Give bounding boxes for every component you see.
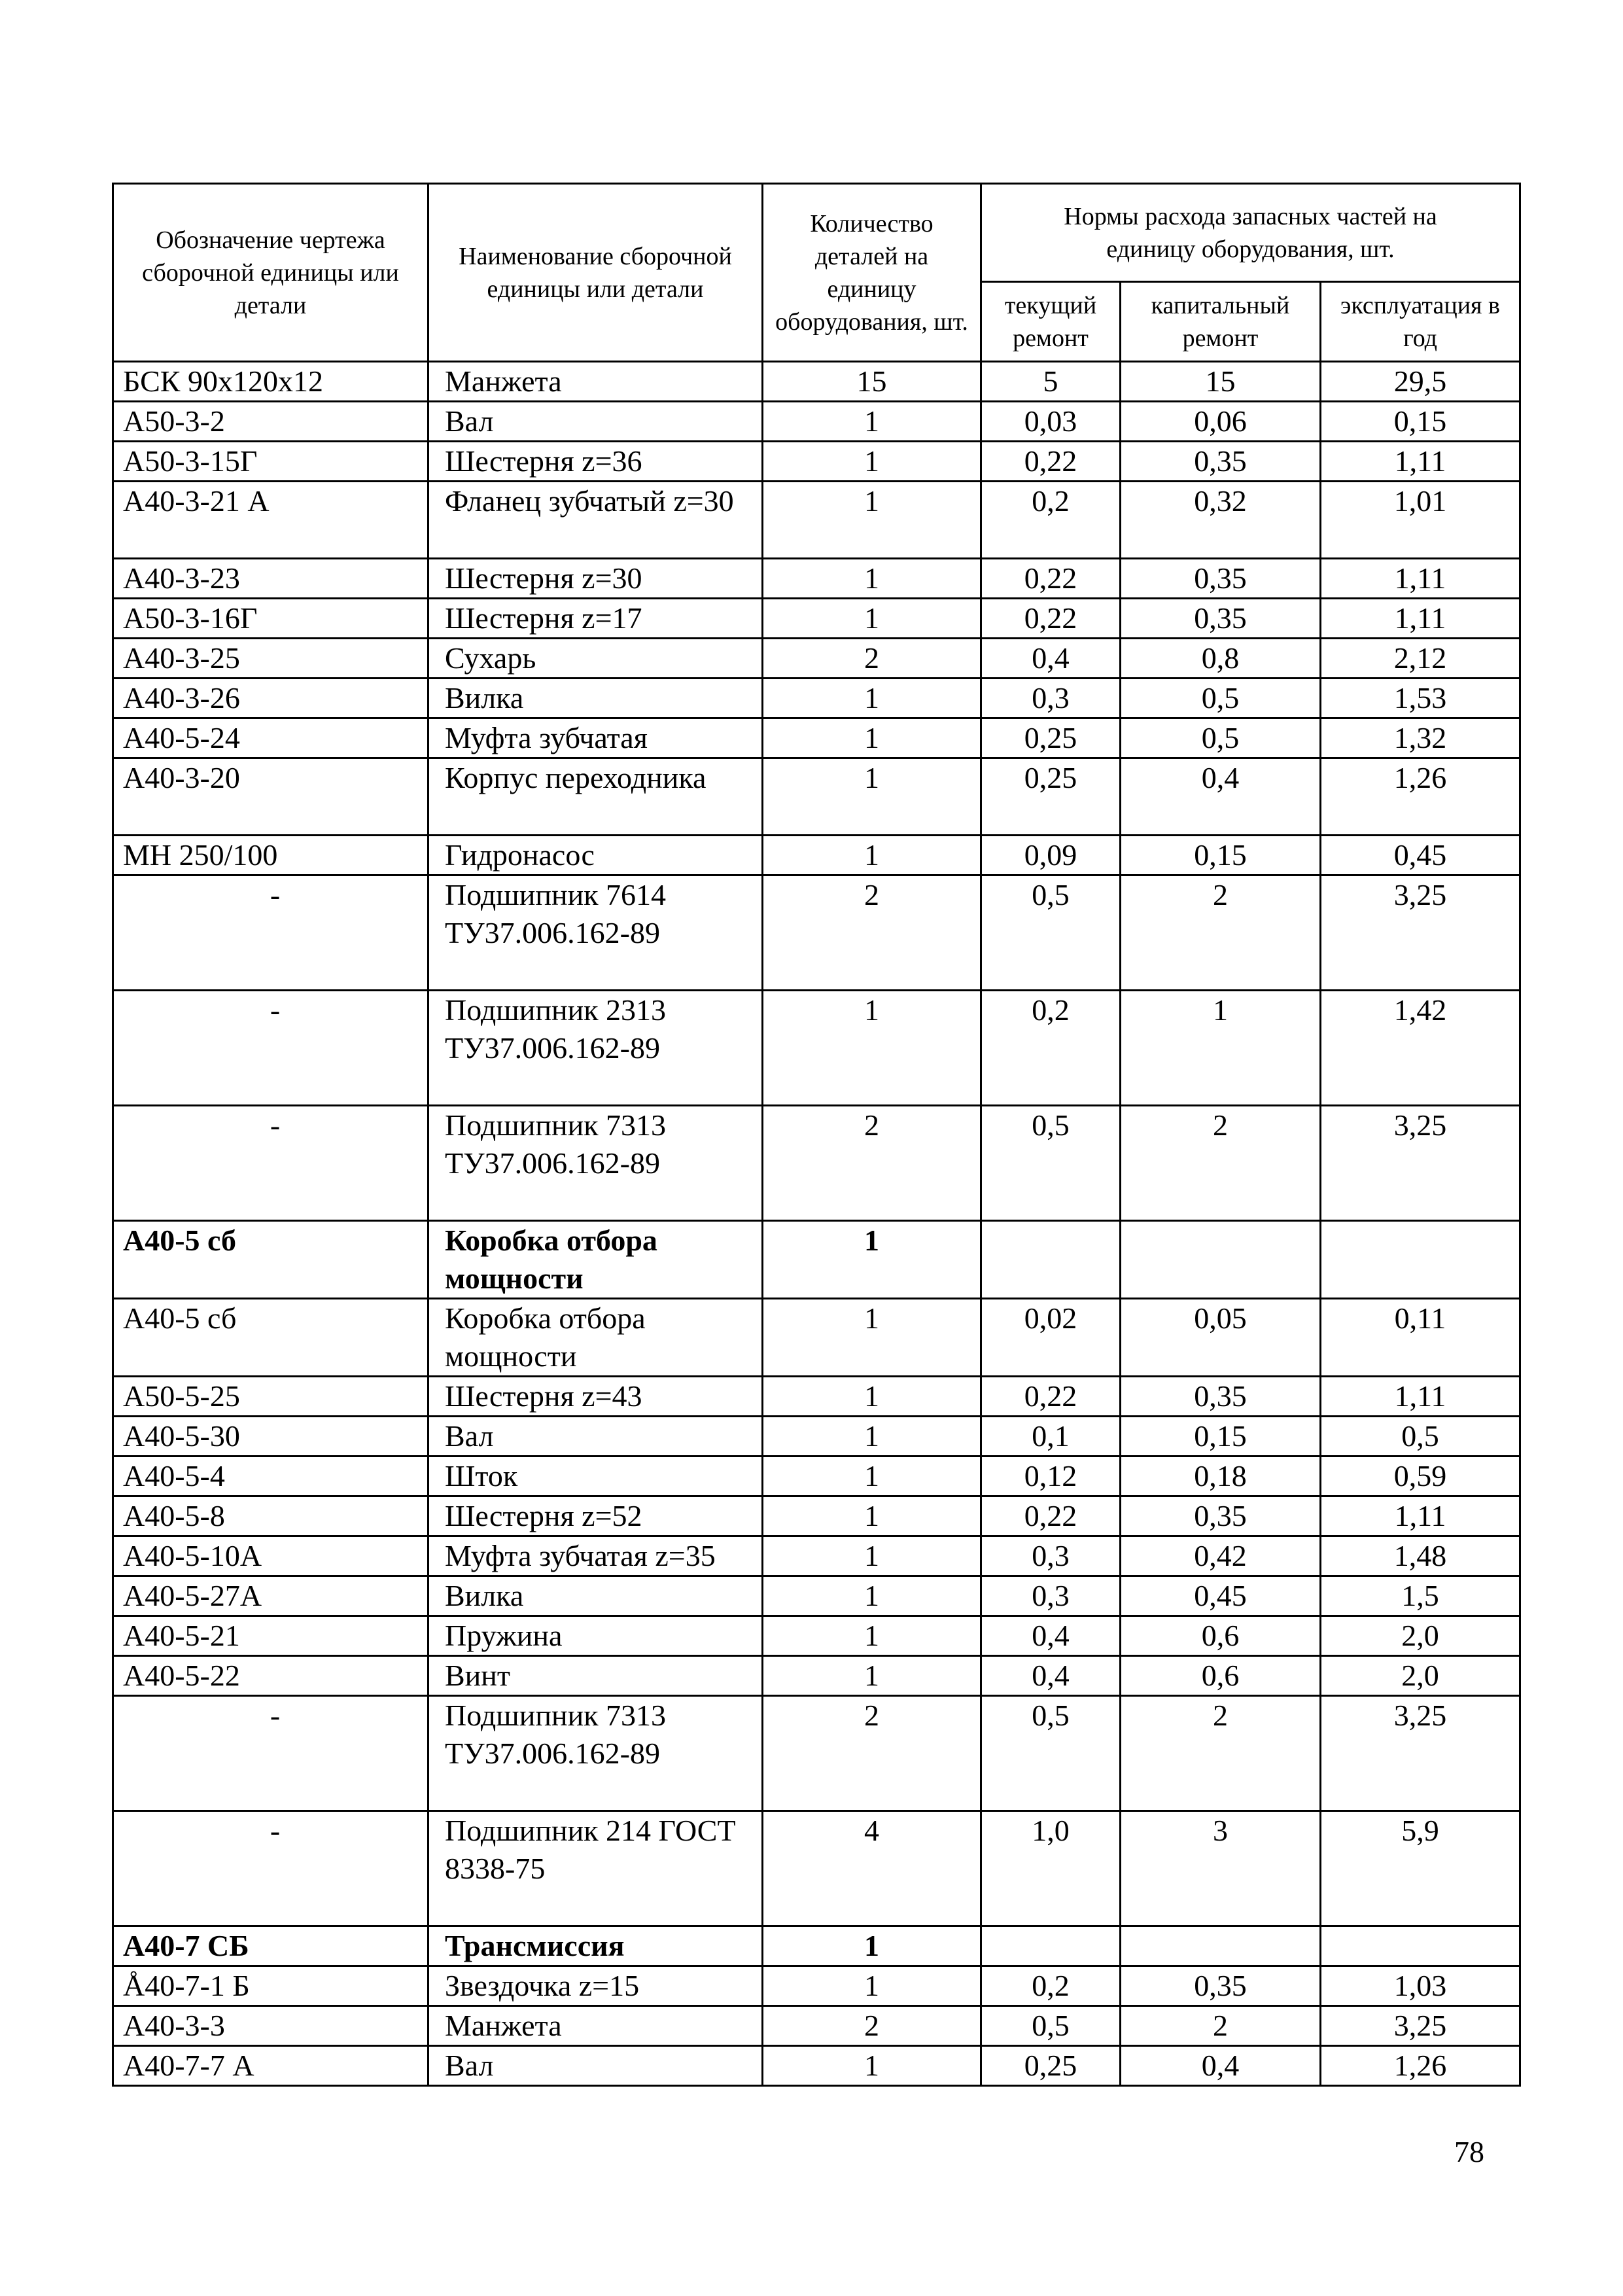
cell-capital-repair: 0,15 [1121, 836, 1321, 875]
cell-part-name: Муфта зубчатая [428, 718, 763, 758]
cell-drawing-code: А40-5-4 [113, 1457, 428, 1496]
cell-part-name: Вилка [428, 1576, 763, 1616]
header-quantity: Количество деталей на единицу оборудования, шт. [763, 184, 981, 362]
table-row [113, 1106, 1520, 1221]
cell-part-name: Вилка [428, 679, 763, 718]
cell-capital-repair: 2 [1121, 1696, 1321, 1811]
cell-quantity: 1 [763, 599, 981, 639]
cell-current-repair: 0,09 [981, 836, 1121, 875]
cell-drawing-code: - [113, 1811, 428, 1926]
cell-drawing-code: А40-3-26 [113, 679, 428, 718]
cell-operation-per-year: 1,32 [1321, 718, 1520, 758]
cell-capital-repair [1121, 1221, 1321, 1299]
cell-operation-per-year: 0,45 [1321, 836, 1520, 875]
cell-quantity: 4 [763, 1811, 981, 1926]
cell-operation-per-year: 1,48 [1321, 1536, 1520, 1576]
cell-operation-per-year: 1,11 [1321, 1377, 1520, 1417]
table-row [113, 836, 1520, 875]
cell-quantity: 1 [763, 482, 981, 559]
cell-drawing-code: А50-3-2 [113, 402, 428, 442]
cell-drawing-code: А40-5-22 [113, 1656, 428, 1696]
table-row [113, 758, 1520, 836]
table-row [113, 1616, 1520, 1656]
cell-part-name: Вал [428, 402, 763, 442]
cell-quantity: 1 [763, 1616, 981, 1656]
cell-capital-repair: 0,8 [1121, 639, 1321, 679]
cell-quantity: 2 [763, 639, 981, 679]
cell-part-name: Пружина [428, 1616, 763, 1656]
cell-operation-per-year [1321, 1926, 1520, 1966]
table-row [113, 679, 1520, 718]
table-row [113, 1457, 1520, 1496]
cell-quantity: 1 [763, 402, 981, 442]
cell-capital-repair: 0,15 [1121, 1417, 1321, 1457]
cell-part-name: Манжета [428, 362, 763, 402]
table-row [113, 2006, 1520, 2046]
cell-operation-per-year: 3,25 [1321, 1696, 1520, 1811]
cell-drawing-code: А40-7 СБ [113, 1926, 428, 1966]
cell-part-name: Подшипник 7313 ТУ37.006.162-89 [428, 1696, 763, 1811]
cell-current-repair: 0,22 [981, 559, 1121, 599]
cell-drawing-code: - [113, 1696, 428, 1811]
cell-quantity: 1 [763, 758, 981, 836]
cell-operation-per-year: 1,03 [1321, 1966, 1520, 2006]
cell-quantity: 1 [763, 1496, 981, 1536]
table-row [113, 1656, 1520, 1696]
cell-current-repair: 0,1 [981, 1417, 1121, 1457]
cell-operation-per-year: 3,25 [1321, 2006, 1520, 2046]
cell-capital-repair: 0,35 [1121, 1377, 1321, 1417]
cell-capital-repair: 2 [1121, 875, 1321, 991]
cell-drawing-code: А50-3-15Г [113, 442, 428, 482]
cell-capital-repair: 0,5 [1121, 679, 1321, 718]
cell-drawing-code: - [113, 1106, 428, 1221]
cell-capital-repair: 2 [1121, 2006, 1321, 2046]
cell-operation-per-year: 1,11 [1321, 442, 1520, 482]
cell-current-repair: 0,22 [981, 442, 1121, 482]
table-row [113, 1221, 1520, 1299]
cell-current-repair: 0,3 [981, 679, 1121, 718]
cell-drawing-code: Å40-7-1 Б [113, 1966, 428, 2006]
cell-quantity: 2 [763, 1106, 981, 1221]
cell-part-name: Гидронасос [428, 836, 763, 875]
cell-capital-repair: 0,35 [1121, 599, 1321, 639]
table-row [113, 1811, 1520, 1926]
cell-capital-repair: 0,6 [1121, 1616, 1321, 1656]
header-part-name: Наименование сборочной единицы или детали [428, 184, 763, 362]
header-drawing-code: Обозначение чертежа сборочной единицы или детали [113, 184, 428, 362]
header-consumption-norms: Нормы расхода запасных частей на единицу оборудования, шт. [981, 184, 1520, 282]
cell-quantity: 1 [763, 836, 981, 875]
cell-drawing-code: А40-5-27А [113, 1576, 428, 1616]
cell-drawing-code: А40-3-21 А [113, 482, 428, 559]
cell-operation-per-year: 29,5 [1321, 362, 1520, 402]
cell-current-repair: 0,5 [981, 1106, 1121, 1221]
cell-part-name: Трансмиссия [428, 1926, 763, 1966]
cell-operation-per-year: 2,12 [1321, 639, 1520, 679]
cell-drawing-code: А40-7-7 А [113, 2046, 428, 2086]
cell-quantity: 1 [763, 1221, 981, 1299]
cell-current-repair: 0,2 [981, 482, 1121, 559]
cell-part-name: Шестерня z=43 [428, 1377, 763, 1417]
cell-quantity: 1 [763, 1299, 981, 1377]
cell-current-repair: 0,22 [981, 1496, 1121, 1536]
cell-current-repair: 0,22 [981, 1377, 1121, 1417]
cell-current-repair: 0,4 [981, 1616, 1121, 1656]
cell-quantity: 1 [763, 679, 981, 718]
table-row [113, 875, 1520, 991]
cell-drawing-code: А40-5 сб [113, 1221, 428, 1299]
cell-part-name: Вал [428, 1417, 763, 1457]
cell-operation-per-year: 1,01 [1321, 482, 1520, 559]
cell-part-name: Подшипник 2313 ТУ37.006.162-89 [428, 991, 763, 1106]
cell-part-name: Шестерня z=36 [428, 442, 763, 482]
table-row [113, 1926, 1520, 1966]
cell-part-name: Шестерня z=52 [428, 1496, 763, 1536]
cell-quantity: 1 [763, 718, 981, 758]
cell-quantity: 1 [763, 559, 981, 599]
cell-capital-repair: 0,32 [1121, 482, 1321, 559]
cell-current-repair [981, 1926, 1121, 1966]
cell-drawing-code: А40-5-10А [113, 1536, 428, 1576]
cell-current-repair: 1,0 [981, 1811, 1121, 1926]
cell-part-name: Винт [428, 1656, 763, 1696]
cell-current-repair: 0,2 [981, 991, 1121, 1106]
cell-capital-repair: 0,4 [1121, 2046, 1321, 2086]
cell-operation-per-year: 1,11 [1321, 559, 1520, 599]
cell-current-repair: 0,4 [981, 639, 1121, 679]
table-row [113, 1299, 1520, 1377]
cell-current-repair: 0,5 [981, 2006, 1121, 2046]
cell-current-repair: 0,5 [981, 1696, 1121, 1811]
cell-quantity: 1 [763, 1656, 981, 1696]
table-row [113, 402, 1520, 442]
cell-operation-per-year: 0,11 [1321, 1299, 1520, 1377]
cell-capital-repair: 0,35 [1121, 442, 1321, 482]
cell-part-name: Коробка отбора мощности [428, 1299, 763, 1377]
cell-current-repair: 5 [981, 362, 1121, 402]
cell-capital-repair: 0,45 [1121, 1576, 1321, 1616]
table-body [113, 362, 1520, 2086]
cell-operation-per-year: 1,11 [1321, 599, 1520, 639]
cell-quantity: 2 [763, 2006, 981, 2046]
cell-capital-repair: 0,5 [1121, 718, 1321, 758]
cell-quantity: 1 [763, 2046, 981, 2086]
cell-capital-repair: 2 [1121, 1106, 1321, 1221]
cell-operation-per-year: 2,0 [1321, 1656, 1520, 1696]
table-row [113, 1377, 1520, 1417]
cell-capital-repair: 0,4 [1121, 758, 1321, 836]
cell-quantity: 2 [763, 1696, 981, 1811]
cell-drawing-code: А40-5-30 [113, 1417, 428, 1457]
cell-operation-per-year: 1,42 [1321, 991, 1520, 1106]
cell-part-name: Подшипник 7614 ТУ37.006.162-89 [428, 875, 763, 991]
cell-drawing-code: А40-5-21 [113, 1616, 428, 1656]
cell-part-name: Вал [428, 2046, 763, 2086]
cell-drawing-code: А40-5 сб [113, 1299, 428, 1377]
cell-drawing-code: - [113, 991, 428, 1106]
cell-operation-per-year: 1,26 [1321, 758, 1520, 836]
cell-capital-repair: 0,6 [1121, 1656, 1321, 1696]
cell-operation-per-year: 1,5 [1321, 1576, 1520, 1616]
cell-capital-repair: 0,35 [1121, 559, 1321, 599]
cell-quantity: 1 [763, 1536, 981, 1576]
cell-part-name: Коробка отбора мощности [428, 1221, 763, 1299]
cell-drawing-code: А40-3-3 [113, 2006, 428, 2046]
table-row [113, 559, 1520, 599]
cell-current-repair: 0,5 [981, 875, 1121, 991]
table-row [113, 991, 1520, 1106]
cell-current-repair: 0,03 [981, 402, 1121, 442]
table-row [113, 362, 1520, 402]
cell-part-name: Шток [428, 1457, 763, 1496]
cell-quantity: 1 [763, 1417, 981, 1457]
cell-drawing-code: А50-5-25 [113, 1377, 428, 1417]
cell-current-repair [981, 1221, 1121, 1299]
table-row [113, 599, 1520, 639]
cell-part-name: Шестерня z=17 [428, 599, 763, 639]
cell-capital-repair: 3 [1121, 1811, 1321, 1926]
table-row [113, 1576, 1520, 1616]
cell-quantity: 1 [763, 1966, 981, 2006]
cell-drawing-code: - [113, 875, 428, 991]
spare-parts-table-section [112, 183, 1519, 2087]
table-row [113, 482, 1520, 559]
cell-operation-per-year: 1,11 [1321, 1496, 1520, 1536]
cell-operation-per-year: 0,59 [1321, 1457, 1520, 1496]
header-operation-per-year: эксплуатация в год [1321, 282, 1520, 362]
table-row [113, 1966, 1520, 2006]
cell-part-name: Шестерня z=30 [428, 559, 763, 599]
cell-quantity: 1 [763, 1457, 981, 1496]
table-row [113, 718, 1520, 758]
cell-capital-repair: 0,18 [1121, 1457, 1321, 1496]
cell-quantity: 1 [763, 1926, 981, 1966]
header-current-repair: текущий ремонт [981, 282, 1121, 362]
cell-quantity: 1 [763, 991, 981, 1106]
cell-capital-repair: 0,35 [1121, 1966, 1321, 2006]
cell-capital-repair: 0,06 [1121, 402, 1321, 442]
table-row [113, 2046, 1520, 2086]
cell-current-repair: 0,3 [981, 1576, 1121, 1616]
cell-capital-repair: 1 [1121, 991, 1321, 1106]
cell-operation-per-year: 2,0 [1321, 1616, 1520, 1656]
cell-part-name: Звездочка z=15 [428, 1966, 763, 2006]
cell-capital-repair: 0,05 [1121, 1299, 1321, 1377]
table-row [113, 442, 1520, 482]
cell-current-repair: 0,25 [981, 718, 1121, 758]
cell-capital-repair [1121, 1926, 1321, 1966]
cell-current-repair: 0,12 [981, 1457, 1121, 1496]
cell-drawing-code: А40-3-25 [113, 639, 428, 679]
cell-drawing-code: А40-5-24 [113, 718, 428, 758]
cell-quantity: 1 [763, 442, 981, 482]
cell-operation-per-year: 0,15 [1321, 402, 1520, 442]
cell-part-name: Корпус переходника [428, 758, 763, 836]
cell-capital-repair: 15 [1121, 362, 1321, 402]
table-header [113, 184, 1520, 362]
cell-current-repair: 0,4 [981, 1656, 1121, 1696]
cell-operation-per-year: 1,26 [1321, 2046, 1520, 2086]
cell-operation-per-year: 5,9 [1321, 1811, 1520, 1926]
cell-part-name: Муфта зубчатая z=35 [428, 1536, 763, 1576]
cell-drawing-code: МН 250/100 [113, 836, 428, 875]
cell-operation-per-year: 3,25 [1321, 875, 1520, 991]
cell-drawing-code: А40-5-8 [113, 1496, 428, 1536]
cell-current-repair: 0,22 [981, 599, 1121, 639]
header-capital-repair: капитальный ремонт [1121, 282, 1321, 362]
table-row [113, 1417, 1520, 1457]
cell-part-name: Фланец зубчатый z=30 [428, 482, 763, 559]
cell-quantity: 1 [763, 1576, 981, 1616]
cell-quantity: 15 [763, 362, 981, 402]
cell-operation-per-year: 0,5 [1321, 1417, 1520, 1457]
cell-operation-per-year: 3,25 [1321, 1106, 1520, 1221]
cell-current-repair: 0,3 [981, 1536, 1121, 1576]
cell-operation-per-year [1321, 1221, 1520, 1299]
table-row [113, 1496, 1520, 1536]
cell-drawing-code: А50-3-16Г [113, 599, 428, 639]
page-number: 78 [1454, 2135, 1484, 2168]
cell-current-repair: 0,25 [981, 2046, 1121, 2086]
cell-quantity: 2 [763, 875, 981, 991]
table-row [113, 1696, 1520, 1811]
table-row [113, 1536, 1520, 1576]
cell-capital-repair: 0,42 [1121, 1536, 1321, 1576]
table-row [113, 639, 1520, 679]
cell-current-repair: 0,2 [981, 1966, 1121, 2006]
cell-part-name: Подшипник 214 ГОСТ 8338-75 [428, 1811, 763, 1926]
spare-parts-table [112, 183, 1521, 2087]
cell-operation-per-year: 1,53 [1321, 679, 1520, 718]
cell-drawing-code: А40-3-23 [113, 559, 428, 599]
cell-part-name: Сухарь [428, 639, 763, 679]
cell-current-repair: 0,02 [981, 1299, 1121, 1377]
cell-quantity: 1 [763, 1377, 981, 1417]
cell-drawing-code: БСК 90х120х12 [113, 362, 428, 402]
cell-part-name: Манжета [428, 2006, 763, 2046]
cell-capital-repair: 0,35 [1121, 1496, 1321, 1536]
cell-current-repair: 0,25 [981, 758, 1121, 836]
cell-drawing-code: А40-3-20 [113, 758, 428, 836]
cell-part-name: Подшипник 7313 ТУ37.006.162-89 [428, 1106, 763, 1221]
